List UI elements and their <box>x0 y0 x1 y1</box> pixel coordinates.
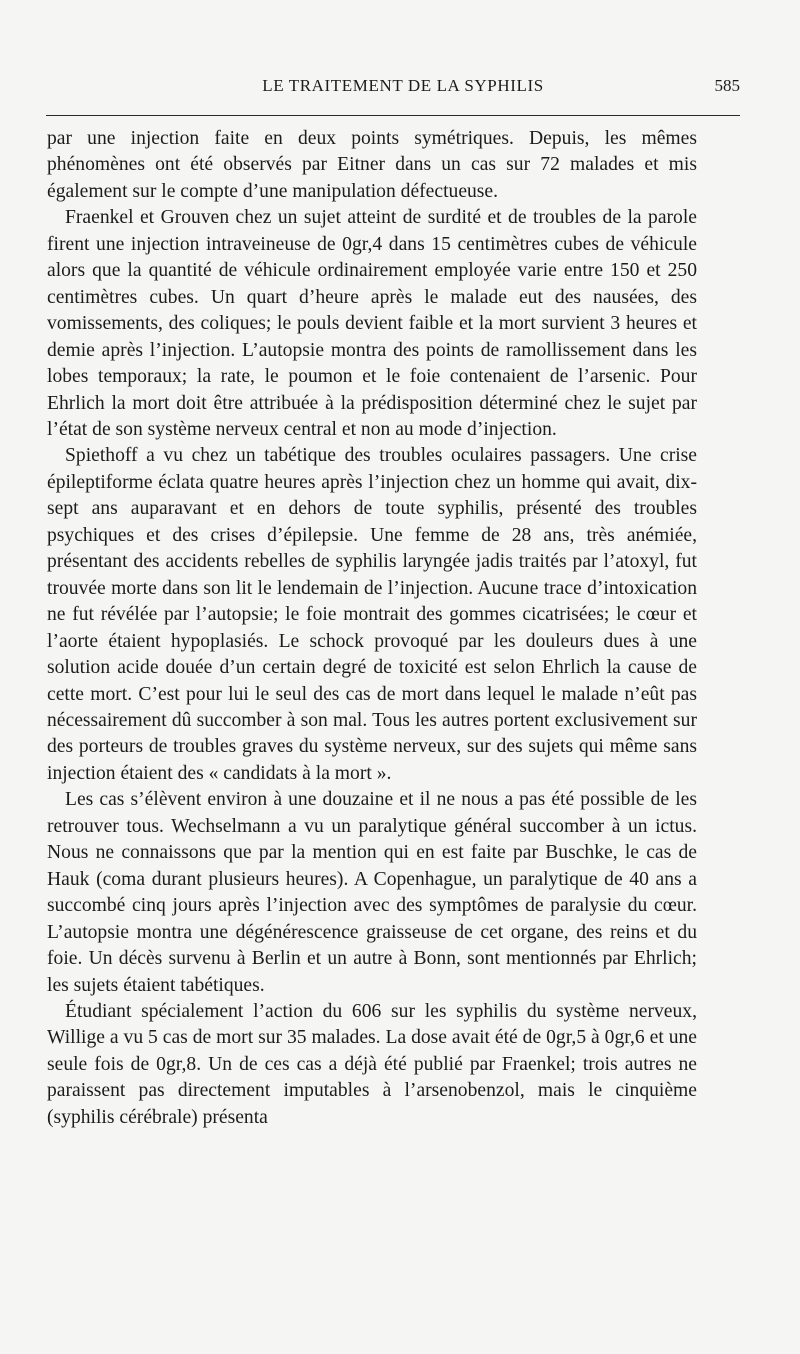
running-header <box>46 76 740 100</box>
header-rule <box>46 115 740 116</box>
paragraph-2: Fraenkel et Grouven chez un sujet atteint de surdité et de troubles de la parole firent une injection intraveineuse de 0gr,4 dans 15 centimètres cubes de véhicule alors que la quantité de véhicule ordinairement employée varie entre 150 et 250 centimètres cubes. Un quart d’heure après le malade eut des nausées, des vomissements, des coliques; le pouls devient faible et la mort survient 3 heures et demie après l’injection. L’autopsie montra des points de ramollissement dans les lobes temporaux; la rate, le poumon et le foie contenaient de l’arsenic. Pour Ehrlich la mort doit être attribuée à la prédisposition déterminé chez le sujet par l’état de son système nerveux central et non au mode d’injection. <box>47 207 697 440</box>
paragraph-1: par une injection faite en deux points symétriques. Depuis, les mêmes phénomènes ont été observés par Eitner dans un cas sur 72 malades et mis également sur le compte d’une manipulation défectueuse. <box>47 128 697 202</box>
paragraph-3: Spiethoff a vu chez un tabétique des troubles oculaires passagers. Une crise épileptiforme éclata quatre heures après l’injection chez un homme qui avait, dix-sept ans auparavant et en dehors de toute syphilis, présenté des troubles psychiques et des crises d’épilepsie. Une femme de 28 ans, très anémiée, présentant des accidents rebelles de syphilis laryngée jadis traités par l’atoxyl, fut trouvée morte dans son lit le lendemain de l’injection. Aucune trace d’intoxication ne fut révélée par l’autopsie; le foie montrait des gommes cicatrisées; le cœur et l’aorte étaient hypoplasiés. Le schock provoqué par les douleurs dues à une solution acide douée d’un certain degré de toxicité est selon Ehrlich la cause de cette mort. C’est pour lui le seul des cas de mort dans lequel le malade n’eût pas nécessairement dû succomber à son mal. Tous les autres portent exclusivement sur des porteurs de troubles graves du système nerveux, sur des sujets qui même sans injection étaient des « candidats à la mort ». <box>47 445 697 784</box>
body-text <box>47 126 697 1131</box>
paragraph-4: Les cas s’élèvent environ à une douzaine et il ne nous a pas été possible de les retrouver tous. Wechselmann a vu un paralytique général succomber à un ictus. Nous ne connaissons que par la mention qui en est faite par Buschke, le cas de Hauk (coma durant plusieurs heures). A Copenhague, un paralytique de 40 ans a succombé cinq jours après l’injection avec des symptômes de paralysie du cœur. L’autopsie montra une dégénérescence graisseuse de cet organe, des reins et du foie. Un décès survenu à Berlin et un autre à Bonn, sont mentionnés par Ehrlich; les sujets étaient tabétiques. <box>47 789 697 996</box>
page-number: 585 <box>714 76 740 95</box>
paragraph-5: Étudiant spécialement l’action du 606 sur les syphilis du système nerveux, Willige a vu 5 cas de mort sur 35 malades. La dose avait été de 0gr,5 à 0gr,6 et une seule fois de 0gr,8. Un de ces cas a déjà été publié par Fraenkel; trois autres ne paraissent pas directement imputables à l’arsenobenzol, mais le cinquième (syphilis cérébrale) présenta <box>47 1000 697 1128</box>
running-title: LE TRAITEMENT DE LA SYPHILIS <box>262 76 544 95</box>
